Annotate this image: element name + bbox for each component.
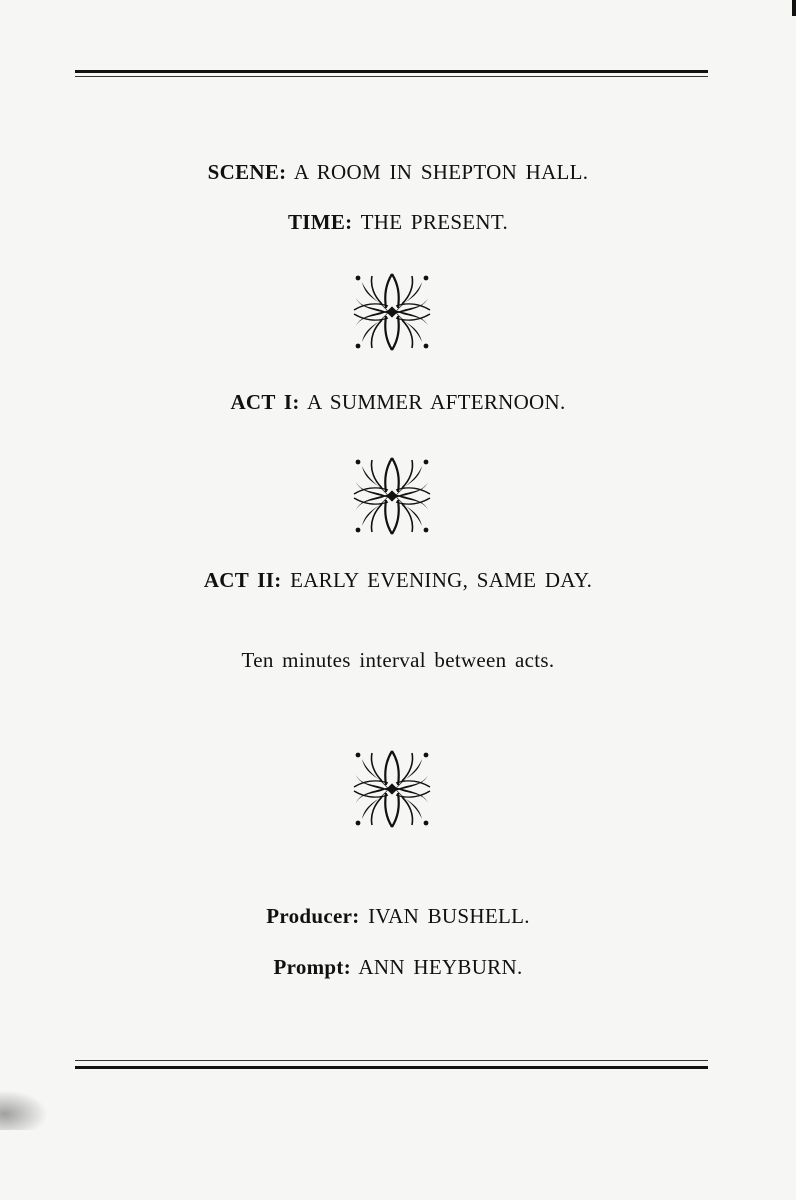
producer-label: Producer: xyxy=(266,904,360,928)
time-line xyxy=(0,210,796,235)
time-text: THE PRESENT. xyxy=(360,210,509,234)
floral-ornament-icon xyxy=(350,747,434,831)
scan-edge-mark xyxy=(792,0,796,16)
scene-text: A ROOM IN SHEPTON HALL. xyxy=(293,160,589,184)
act1-text: A SUMMER AFTERNOON. xyxy=(307,390,566,414)
prompt-label: Prompt: xyxy=(273,955,351,979)
act1-line xyxy=(0,390,796,415)
producer-text: IVAN BUSHELL. xyxy=(368,904,530,928)
scan-smudge xyxy=(0,1090,48,1130)
time-label: TIME: xyxy=(287,210,353,234)
floral-ornament-icon xyxy=(350,270,434,354)
top-double-rule xyxy=(75,70,708,77)
act2-text: EARLY EVENING, SAME DAY. xyxy=(290,568,593,592)
act1-label: ACT I: xyxy=(230,390,300,414)
producer-line xyxy=(0,904,796,929)
scene-label: SCENE: xyxy=(207,160,287,184)
act2-label: ACT II: xyxy=(203,568,282,592)
interval-note: Ten minutes interval between acts. xyxy=(241,648,555,672)
scene-line xyxy=(0,160,796,185)
prompt-text: ANN HEYBURN. xyxy=(358,955,523,979)
bottom-double-rule xyxy=(75,1060,708,1069)
act2-line xyxy=(0,568,796,593)
prompt-line xyxy=(0,955,796,980)
floral-ornament-icon xyxy=(350,454,434,538)
